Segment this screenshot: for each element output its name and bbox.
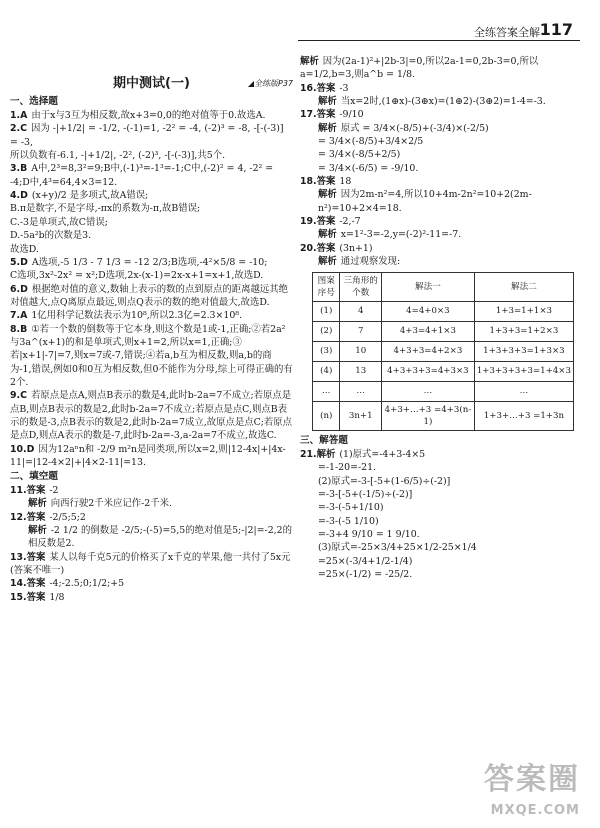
- answer-item: [10, 551, 293, 578]
- answer-line: = 3/4×(-8/5)+3/4×2/5: [318, 136, 424, 148]
- explanation-tag: 解析: [28, 498, 47, 510]
- table-row: [313, 361, 574, 381]
- table-cell: …: [381, 381, 474, 401]
- explanation-text: 通过观察发现:: [340, 256, 401, 268]
- explanation-line: [300, 228, 582, 241]
- answer-item: [300, 82, 582, 95]
- answer-item: [10, 591, 293, 604]
- table-cell: 1+3+3=1+2×3: [474, 321, 573, 341]
- exam-title: [10, 75, 293, 93]
- item-text: 某人以每千克5元的价格买了x千克的苹果,他一共付了5x元(答案不唯一): [10, 551, 291, 577]
- item-number: 21.解析: [300, 448, 336, 460]
- explanation-text: x=1²-3=-2,y=(-2)²-11=-7.: [340, 229, 462, 241]
- section-heading: 三、解答题: [300, 435, 348, 447]
- answer-line: = 3/4×(-6/5) = -9/10.: [318, 162, 419, 174]
- item-text: 由于x与3互为相反数,故x+3=0,0的绝对值等于0.故选A.: [31, 110, 266, 122]
- explanation-text: 原式 = 3/4×(-8/5)+(-3/4)×(-2/5): [340, 122, 489, 134]
- table-cell: …: [340, 381, 382, 401]
- item-number: 6.D: [10, 283, 28, 295]
- answer-line: C.-3是单项式,故C错误;: [10, 216, 108, 228]
- item-text: 因为 -|+1/2| = -1/2, -(-1)=1, -2² = -4, (-2)³ = -8, -[-(-3)] = -3,: [10, 123, 284, 148]
- table-cell: 1+3+3+3=1+3×3: [474, 341, 573, 361]
- table-cell: 4+3+3+3=4+3×3: [381, 361, 474, 381]
- explanation-line: [10, 524, 293, 551]
- item-text: (1)原式=-4+3-4×5: [339, 448, 426, 460]
- item-number: 19.答案: [300, 216, 336, 228]
- item-text: 因为(2a-1)²+|2b-3|=0,所以2a-1=0,2b-3=0,所以a=1/2,b=3,则a^b = 1/8.: [300, 56, 539, 81]
- item-text: -2,-7: [339, 216, 361, 228]
- explanation-tag: 解析: [318, 189, 337, 201]
- answer-line: 故选D.: [10, 243, 39, 255]
- item-number: 13.答案: [10, 551, 46, 563]
- answer-item: [10, 484, 293, 497]
- watermark-logo: [484, 759, 580, 820]
- table-cell: 10: [340, 341, 382, 361]
- table-cell: (2): [313, 321, 340, 341]
- item-number: 5.D: [10, 256, 28, 268]
- item-text: -2: [49, 484, 59, 496]
- explanation-text: 因为2m-n²=4,所以10+4m-2n²=10+2(2m-n²)=10+2×4=18.: [318, 189, 532, 214]
- item-text: (3n+1): [339, 242, 373, 254]
- answer-line: 所以负数有-6.1, -|+1/2|, -2², (-2)³, -[-(-3)],共5个.: [10, 150, 226, 162]
- item-text: 1/8: [49, 591, 65, 603]
- table-cell: 4+3=4+1×3: [381, 321, 474, 341]
- table-row: [313, 301, 574, 321]
- table-cell: (4): [313, 361, 340, 381]
- table-row: [313, 341, 574, 361]
- table-row: [313, 401, 574, 430]
- table-cell: 4+3+…+3 =4+3(n-1): [381, 401, 474, 430]
- answer-line: B.π是数字,不是字母,-πx的系数为-π,故B错误;: [10, 203, 201, 215]
- answer-item: [300, 108, 582, 121]
- table-cell: 4+3+3=4+2×3: [381, 341, 474, 361]
- table-cell: 1+3=1+1×3: [474, 301, 573, 321]
- table-header-cell: 图案序号: [313, 272, 340, 301]
- table-cell: (n): [313, 401, 340, 430]
- answer-line: =-3-[-5+(-1/5)÷(-2)]: [318, 488, 413, 500]
- table-cell: 4=4+0×3: [381, 301, 474, 321]
- item-number: 15.答案: [10, 591, 46, 603]
- table-row: [313, 321, 574, 341]
- table-cell: (1): [313, 301, 340, 321]
- table-cell: 13: [340, 361, 382, 381]
- item-number: 12.答案: [10, 511, 46, 523]
- item-number: 11.答案: [10, 484, 46, 496]
- answer-line: =25×(-1/2) = -25/2.: [318, 569, 413, 581]
- item-text: -9/10: [339, 109, 364, 121]
- item-text: -4;-2.5;0;1/2;+5: [49, 578, 125, 590]
- table-cell: 3n+1: [340, 401, 382, 430]
- answer-item: [10, 511, 293, 524]
- answer-item: [10, 323, 293, 390]
- table-cell: (3): [313, 341, 340, 361]
- item-text: 因为12aⁿn和 -2/9 m²n是同类项,所以x=2,则|12-4x|+|4x-11|=|12-4×2|+|4×2-11|=13.: [10, 443, 286, 468]
- answer-line: =-3-(-5 1/10): [318, 515, 379, 527]
- answer-item: [300, 448, 582, 461]
- answer-item: [10, 109, 293, 122]
- left-column: [10, 55, 293, 828]
- item-number: 16.答案: [300, 82, 336, 94]
- answer-item: [10, 122, 293, 149]
- table-cell: 7: [340, 321, 382, 341]
- item-number: 10.D: [10, 443, 35, 455]
- explanation-tag: 解析: [300, 56, 319, 67]
- answer-line: (2)原式=-3-[-5+(1-6/5)÷(-2)]: [318, 475, 451, 487]
- section-heading: 二、填空题: [10, 471, 58, 483]
- table-cell: …: [313, 381, 340, 401]
- item-text: 18: [339, 176, 352, 188]
- answer-item: [10, 443, 293, 470]
- observation-table: [312, 272, 574, 432]
- explanation-tag: 解析: [28, 524, 47, 536]
- item-number: 18.答案: [300, 176, 336, 188]
- answer-line: C选项,3x²-2x² = x²;D选项,2x-(x-1)=2x-x+1=x+1,故选D.: [10, 270, 264, 282]
- book-title: 全练答案全解: [474, 26, 540, 39]
- table-header-cell: 解法一: [381, 272, 474, 301]
- table-cell: 1+3+3+3+3=1+4×3: [474, 361, 573, 381]
- answer-line: =-3+4 9/10 = 1 9/10.: [318, 528, 420, 540]
- explanation-text: -2 1/2 的倒数是 -2/5;-(-5)=5,5的绝对值是5;-|2|=-2,2的相反数是2.: [28, 524, 292, 550]
- table-cell: …: [474, 381, 573, 401]
- table-cell: 1+3+…+3 =1+3n: [474, 401, 573, 430]
- explanation-tag: 解析: [318, 96, 337, 108]
- table-header-cell: 解法二: [474, 272, 573, 301]
- item-number: 14.答案: [10, 578, 46, 590]
- item-text: (x+y)/2 是多项式,故A错误;: [31, 190, 149, 202]
- item-number: 2.C: [10, 123, 27, 135]
- explanation-tag: 解析: [318, 256, 337, 268]
- item-text: ①若一个数的倒数等于它本身,则这个数是1或-1,正确;②若2a²与3a^(x+1)的和是单项式,则x+1=2,所以x=1,正确;③若|x+1|-7|=7,则x=7或-7,错误;④若a,b互为相反数,则a,b的商为-1,错误,例如0和0互为相反数,但0不能作为分母,综上可得正确的有2个.: [10, 323, 293, 388]
- answer-line: (3)原式=-25×3/4+25×1/2-25×1/4: [318, 542, 477, 554]
- item-text: 1亿用科学记数法表示为10⁸,所以2.3亿=2.3×10⁸.: [31, 310, 243, 322]
- answer-item: [10, 283, 293, 310]
- item-text: -2/5;5;2: [49, 511, 86, 523]
- answer-item: [300, 55, 582, 82]
- answer-line: =-1-20=-21.: [318, 462, 377, 474]
- answer-item: [10, 189, 293, 202]
- page-header: [0, 0, 600, 40]
- explanation-tag: 解析: [318, 122, 337, 134]
- table-cell: 4: [340, 301, 382, 321]
- item-text: 根据绝对值的意义,数轴上表示的数的点到原点的距离越远其绝对值越大,点Q离原点最远,则点Q表示的数的绝对值最大,故选D.: [10, 283, 288, 308]
- answer-item: [10, 309, 293, 322]
- table-header-cell: 三角形的个数: [340, 272, 382, 301]
- answer-line: D.-5a²b的次数是3.: [10, 230, 92, 242]
- right-column: [300, 55, 582, 828]
- item-number: 20.答案: [300, 242, 336, 254]
- explanation-text: 向西行驶2千米应记作-2千米.: [50, 498, 172, 510]
- header-rule: [298, 40, 580, 41]
- item-text: -3: [339, 82, 349, 94]
- item-number: 4.D: [10, 190, 28, 202]
- item-number: 7.A: [10, 310, 28, 322]
- page-number: 117: [539, 20, 573, 39]
- answer-line: =-3-(-5+1/10): [318, 502, 384, 514]
- item-number: 8.B: [10, 323, 28, 335]
- item-number: 3.B: [10, 163, 28, 175]
- table-row: [313, 381, 574, 401]
- section-heading: 一、选择题: [10, 96, 58, 108]
- watermark-url: MXQE.COM: [490, 802, 580, 818]
- explanation-line: [10, 497, 293, 510]
- item-text: A选项,-5 1/3 - 7 1/3 = -12 2/3;B选项,-4²×5/8 = -10;: [31, 256, 268, 268]
- item-text: A中,2³=8,3²=9;B中,(-1)³=-1³=-1;C中,(-2)² = 4, -2² = -4;D中,4³=64,4×3=12.: [10, 163, 274, 188]
- answer-item: [300, 242, 582, 255]
- answer-item: [300, 175, 582, 188]
- explanation-line: [300, 188, 582, 215]
- item-number: 1.A: [10, 110, 28, 122]
- explanation-line: [300, 95, 582, 108]
- item-number: 17.答案: [300, 109, 336, 121]
- answer-item: [10, 256, 293, 269]
- answer-line: = 3/4×(-8/5+2/5): [318, 149, 401, 161]
- explanation-text: 当x=2时,(1⊕x)-(3⊕x)=(1⊕2)-(3⊕2)=1-4=-3.: [340, 96, 546, 108]
- exam-title-text: 期中测试(一): [113, 76, 190, 91]
- answer-item: [10, 389, 293, 442]
- answer-item: [10, 162, 293, 189]
- item-text: 若原点是点A,则点B表示的数是4,此时b-2a=7不成立;若原点是点B,则点B表示的数是2,此时b-2a=7不成立;若原点是点C,则点B表示的数是-3,点B表示的数是2,此时b-2a=7成立,故原点是点C;若原点是点D,则点A表示的数是-7,此时b-2a=-3,a-2a=7不成立,故选C.: [10, 390, 293, 442]
- explanation-line: [300, 255, 582, 268]
- explanation-line: [300, 122, 582, 135]
- answer-item: [10, 577, 293, 590]
- item-number: 9.C: [10, 390, 27, 402]
- explanation-tag: 解析: [318, 229, 337, 241]
- table-header-row: [313, 272, 574, 301]
- answer-line: =25×(-3/4+1/2-1/4): [318, 555, 413, 567]
- answer-item: [300, 215, 582, 228]
- watermark-text: 答案圈: [484, 761, 580, 797]
- reference-label: ◢全练版P37: [247, 79, 293, 88]
